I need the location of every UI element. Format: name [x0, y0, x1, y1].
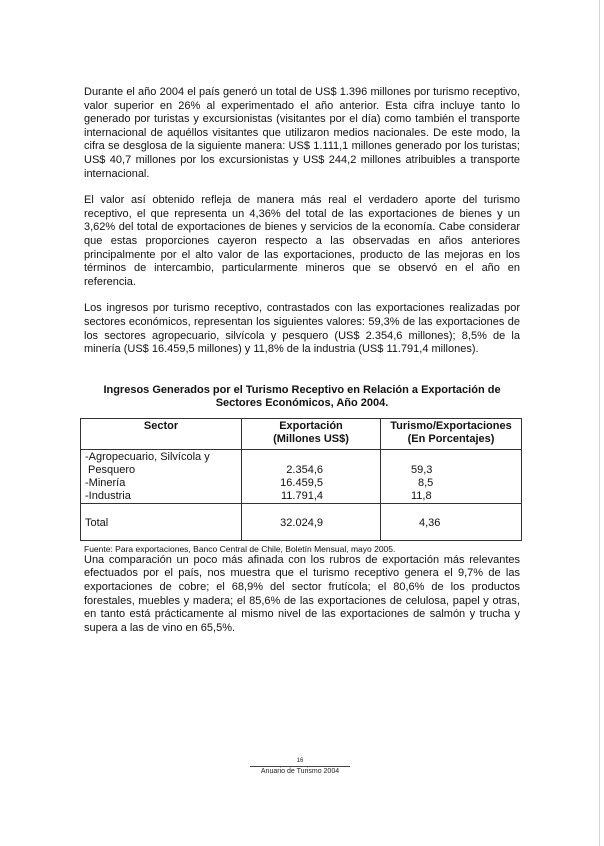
export-cell: [242, 449, 381, 503]
table-row-sectors: [81, 449, 522, 503]
header-exportacion: Exportación (Millones US$): [242, 418, 381, 449]
page-edge-line: [599, 0, 600, 846]
sector-cell: [81, 449, 242, 503]
footer-publication: Anuario de Turismo 2004: [260, 768, 340, 775]
export-industria: 11.791,4: [280, 489, 323, 502]
ratio-mineria: 8,5: [418, 476, 434, 489]
table-title-line-1: Ingresos Generados por el Turismo Receptivo en Relación a Exportación de: [103, 383, 501, 396]
ratio-agropecuario: 59,3: [411, 463, 433, 476]
export-agropecuario: 2.354,6: [286, 463, 323, 476]
paragraph-3: Los ingresos por turismo receptivo, contrastados con las exportaciones realizadas por sectores económicos, representan los siguientes valores: 59,3% de las exportaciones de los sectores agropecuario, silvícola y pesquero (US$ 2.354,6 millones); 8,5% de la minería (US$ 16.459,5 millones) y 11,8% de la industria (US$ 11.791,4 millones).: [84, 302, 520, 356]
sector-mineria: -Minería: [85, 476, 126, 489]
ratio-industria: 11,8: [411, 489, 432, 502]
tourism-exports-table: [80, 418, 522, 541]
paragraph-1: Durante el año 2004 el país generó un total de US$ 1.396 millones por turismo receptivo, valor superior en 26% al experimentado el año anterior. Esta cifra incluye tanto lo generado por turistas y excursionistas (visitantes por el día) como también el transporte internacional de aquéllos visitantes que utilizaron medios nacionales. De este modo, la cifra se desglosa de la siguiente manera: US$ 1.111,1 millones generado por los turistas; US$ 40,7 millones por los excursionistas y US$ 244,2 millones atribuibles a transporte internacional.: [84, 86, 520, 180]
total-label: Total: [81, 503, 242, 540]
ratio-cell: [381, 449, 522, 503]
footer-rule: [250, 766, 350, 767]
header-sector: Sector: [81, 418, 242, 449]
export-mineria: 16.459,5: [280, 476, 323, 489]
page-footer: [250, 757, 350, 775]
total-export: 32.024,9: [242, 503, 381, 540]
table-row-total: [81, 503, 522, 540]
table-title: [84, 384, 520, 411]
header-turismo-exportaciones: Turismo/Exportaciones (En Porcentajes): [381, 418, 522, 449]
document-body: [84, 86, 520, 648]
paragraph-closing: Una comparación un poco más afinada con los rubros de exportación más relevantes efectuados por el país, nos muestra que el turismo receptivo genera el 9,7% de las exportaciones de cobre; el 68,9% del sector frutícola; el 80,6% de los productos forestales, muebles y madera; el 85,6% de las exportaciones de celulosa, papel y otras, en tanto está prácticamente al mismo nivel de las exportaciones de salmón y trucha y supera a las de vino en 65,5%.: [84, 553, 520, 634]
page-number: 16: [296, 758, 304, 764]
table-header-row: [81, 418, 522, 449]
paragraph-2: El valor así obtenido refleja de manera más real el verdadero aporte del turismo receptivo, el que representa un 4,36% del total de las exportaciones de bienes y un 3,62% del total de exportaciones de bienes y servicios de la economía. Cabe considerar que estas proporciones cayeron respecto a las observadas en años anteriores principalmente por el alto valor de las exportaciones, producto de las mejoras en los términos de intercambio, particularmente mineros que se observó en el año en referencia.: [84, 194, 520, 288]
sector-agropecuario: -Agropecuario, Silvícola y: [85, 450, 210, 463]
sector-agropecuario-cont: Pesquero: [85, 463, 136, 476]
sector-industria: -Industria: [85, 489, 131, 502]
table-title-line-2: Sectores Económicos, Año 2004.: [215, 397, 389, 410]
total-ratio: 4,36: [381, 503, 522, 540]
table-source: Fuente: Para exportaciones, Banco Central de Chile, Boletín Mensual, mayo 2005.: [84, 543, 396, 554]
